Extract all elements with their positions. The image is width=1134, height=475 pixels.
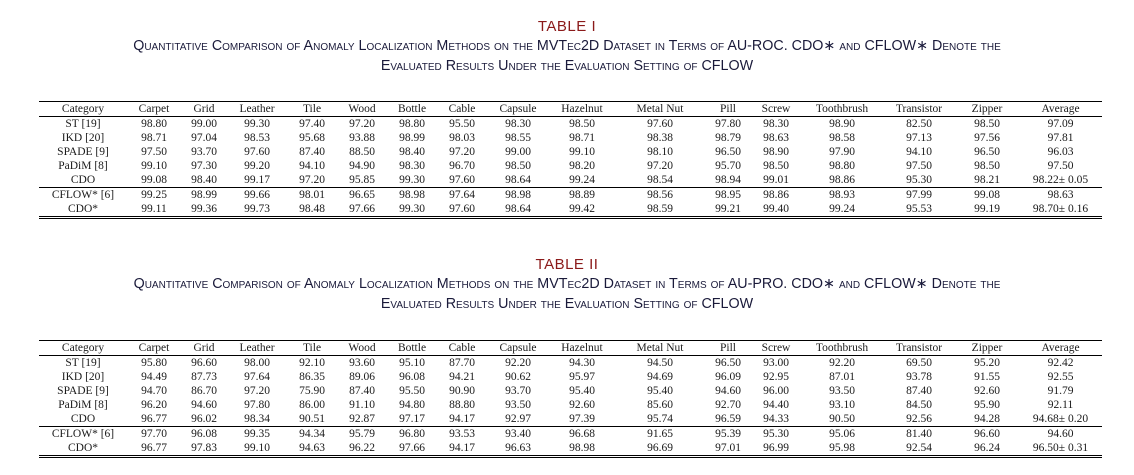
column-header: Average [1041,341,1080,354]
column-header: Screw [761,341,791,354]
table-cell: 99.42 [549,202,615,218]
table-cell: 84.50 [906,398,932,411]
method-name: SPADE [9] [57,145,109,158]
header-row [39,341,1102,356]
table-cell: 92.60 [569,398,595,411]
table-cell: 98.00 [244,356,270,369]
table-cell: 98.98 [549,441,615,457]
table-cell: 91.79 [1047,384,1074,397]
table-cell: 96.08 [399,370,425,383]
table-cell: 96.50± 0.31 [1019,441,1102,457]
table-cell: 96.60 [191,356,217,369]
table-cell: 87.40 [299,145,325,158]
table-cell: 94.90 [349,159,375,172]
table-cell: 93.40 [505,427,531,440]
method-name: CFLOW* [6] [51,427,115,440]
table-cell: 94.68± 0.20 [1019,412,1102,427]
table-cell: 95.20 [974,356,1000,369]
table-cell: 94.17 [437,412,487,427]
table-cell: 92.42 [1047,356,1074,369]
column-header: Leather [239,102,275,115]
method-name: PaDiM [8] [58,398,108,411]
table-cell: 96.09 [715,370,741,383]
method-name: CFLOW* [6] [51,188,115,201]
table-cell: 97.64 [244,370,270,383]
table-cell: 98.21 [955,173,1019,188]
table-cell: 98.63 [1047,188,1074,201]
table-cell: 96.02 [181,412,227,427]
method-name: CDO [39,173,127,188]
table-cell: 97.20 [244,384,270,397]
column-header: Transistor [895,341,943,354]
method-name: CDO [39,412,127,427]
table-cell: 93.50 [505,398,531,411]
column-header: Pill [720,102,736,115]
table-cell: 97.50 [141,145,167,158]
table-cell: 93.53 [449,427,475,440]
table-cell: 95.50 [399,384,425,397]
table-cell: 96.50 [715,356,741,369]
table-cell: 93.70 [505,384,531,397]
table-cell: 95.85 [337,173,387,188]
table-cell: 91.65 [647,427,673,440]
table-cell: 94.60 [1047,427,1074,440]
table-cell: 94.33 [751,412,801,427]
table-cell: 99.35 [244,427,270,440]
table-cell: 92.54 [883,441,955,457]
column-header: Toothbrush [815,341,869,354]
column-header: Average [1041,102,1080,115]
table-caption-line-2: Evaluated Results Under the Evaluation Setting of CFLOW [380,296,754,312]
table-cell: 95.98 [801,441,883,457]
table-cell: 94.63 [287,441,337,457]
table-cell: 96.59 [705,412,751,427]
table-cell: 97.20 [449,145,475,158]
table-cell: 90.62 [505,370,531,383]
table-cell: 99.66 [244,188,270,201]
column-header: Cable [448,341,476,354]
table-1-block [0,18,1134,215]
table-cell: 86.00 [299,398,325,411]
table-cell: 98.86 [801,173,883,188]
table-cell: 95.30 [883,173,955,188]
table-cell: 99.19 [955,202,1019,218]
table-cell: 99.01 [751,173,801,188]
table-cell: 97.13 [906,131,932,144]
table-cell: 97.39 [549,412,615,427]
table-cell: 99.40 [751,202,801,218]
method-name: PaDiM [8] [58,159,108,172]
column-header: Category [61,341,105,354]
table-cell: 97.80 [244,398,270,411]
table-cell: 98.54 [615,173,705,188]
table-cell: 92.55 [1047,370,1074,383]
table-row [39,441,1102,457]
table-cell: 97.60 [647,117,673,130]
header-row [39,102,1102,117]
table-row [39,145,1102,159]
table-cell: 98.56 [647,188,673,201]
table-cell: 99.10 [227,441,287,457]
table-cell: 90.90 [449,384,475,397]
table-cell: 89.06 [349,370,375,383]
table-cell: 91.55 [974,370,1000,383]
column-header: Wood [348,341,376,354]
column-header: Grid [193,341,215,354]
table-cell: 99.24 [549,173,615,188]
table-cell: 96.24 [955,441,1019,457]
table-cell: 98.80 [829,159,855,172]
table-cell: 98.50 [569,117,595,130]
table-cell: 94.10 [299,159,325,172]
table-cell: 92.97 [487,412,549,427]
table-cell: 99.10 [569,145,595,158]
table-cell: 96.03 [1047,145,1074,158]
table-cell: 96.20 [141,398,167,411]
table-cell: 97.01 [705,441,751,457]
results-table-au-pro [39,340,1102,458]
table-cell: 96.70 [449,159,475,172]
table-cell: 96.00 [763,384,789,397]
table-cell: 98.95 [715,188,741,201]
column-header: Hazelnut [561,341,603,354]
column-header: Wood [348,102,376,115]
table-cell: 95.70 [715,159,741,172]
column-header: Cable [448,102,476,115]
table-cell: 99.30 [387,173,437,188]
table-cell: 94.28 [955,412,1019,427]
table-cell: 92.70 [715,398,741,411]
column-header: Zipper [971,341,1003,354]
table-cell: 95.80 [141,356,167,369]
table-cell: 99.73 [227,202,287,218]
table-cell: 98.10 [647,145,673,158]
table-cell: 98.03 [449,131,475,144]
table-cell: 98.80 [141,117,167,130]
table-cell: 98.71 [569,131,595,144]
table-cell: 98.50 [505,159,531,172]
table-cell: 99.20 [244,159,270,172]
column-header: Tile [302,102,322,115]
method-name: SPADE [9] [57,384,109,397]
table-cell: 97.90 [829,145,855,158]
table-cell: 96.63 [487,441,549,457]
table-row [39,202,1102,218]
table-cell: 99.17 [227,173,287,188]
table-cell: 99.08 [974,188,1000,201]
method-name: ST [19] [65,356,101,369]
table-cell: 97.04 [191,131,217,144]
table-cell: 92.20 [505,356,531,369]
table-cell: 99.24 [801,202,883,218]
results-table-au-roc [39,101,1102,219]
table-cell: 98.98 [505,188,531,201]
table-cell: 96.60 [974,427,1000,440]
table-cell: 87.40 [906,384,932,397]
table-cell: 97.17 [387,412,437,427]
table-cell: 98.53 [244,131,270,144]
table-cell: 98.50 [763,159,789,172]
table-cell: 92.56 [883,412,955,427]
table-cell: 98.80 [399,117,425,130]
column-header: Leather [239,341,275,354]
table-cell: 97.20 [647,159,673,172]
table-cell: 99.21 [705,202,751,218]
table-cell: 99.08 [127,173,181,188]
table-cell: 99.00 [505,145,531,158]
table-cell: 93.88 [349,131,375,144]
method-name: CDO* [39,441,127,457]
table-cell: 98.59 [615,202,705,218]
table-cell: 92.95 [763,370,789,383]
table-cell: 99.11 [127,202,181,218]
column-header: Capsule [499,102,537,115]
table-cell: 98.58 [829,131,855,144]
table-2-block [0,256,1134,454]
table-cell: 97.66 [387,441,437,457]
table-row [39,370,1102,384]
column-header: Carpet [138,102,170,115]
table-cell: 98.94 [705,173,751,188]
table-cell: 99.30 [387,202,437,218]
table-cell: 94.30 [569,356,595,369]
column-header: Hazelnut [561,102,603,115]
column-header: Transistor [895,102,943,115]
table-cell: 98.64 [487,202,549,218]
table-cell: 97.40 [299,117,325,130]
table-cell: 95.50 [449,117,475,130]
table-cell: 98.48 [287,202,337,218]
table-cell: 98.30 [399,159,425,172]
table-cell: 97.99 [906,188,932,201]
table-cell: 92.60 [974,384,1000,397]
table-cell: 98.86 [763,188,789,201]
table-cell: 93.60 [349,356,375,369]
column-header: Toothbrush [815,102,869,115]
table-cell: 96.22 [337,441,387,457]
table-cell: 99.30 [244,117,270,130]
table-caption-line-2: Evaluated Results Under the Evaluation Setting of CFLOW [380,58,754,74]
table-cell: 97.66 [337,202,387,218]
column-header: Carpet [138,341,170,354]
table-cell: 96.99 [751,441,801,457]
table-cell: 98.70± 0.16 [1019,202,1102,218]
table-cell: 93.50 [829,384,855,397]
table-cell: 97.20 [349,117,375,130]
table-cell: 95.79 [349,427,375,440]
table-caption-line-1: Quantitative Comparison of Anomaly Localization Methods on the MVTec2D Dataset in Terms of AU-ROC. CDO∗ and CFLOW∗ Denote the [133,38,1001,54]
table-cell: 87.01 [829,370,855,383]
table-cell: 96.65 [349,188,375,201]
table-cell: 97.60 [244,145,270,158]
table-cell: 99.10 [141,159,167,172]
table-cell: 99.36 [181,202,227,218]
table-cell: 97.09 [1047,117,1074,130]
table-cell: 94.17 [437,441,487,457]
table-cell: 95.39 [715,427,741,440]
table-row [39,398,1102,412]
table-row [39,117,1102,132]
table-cell: 94.50 [647,356,673,369]
table-row [39,412,1102,427]
column-header: Screw [761,102,791,115]
table-cell: 85.60 [647,398,673,411]
table-cell: 97.20 [287,173,337,188]
table-cell: 95.74 [615,412,705,427]
table-cell: 98.64 [487,173,549,188]
table-cell: 98.98 [399,188,425,201]
table-cell: 94.70 [141,384,167,397]
table-cell: 95.40 [569,384,595,397]
table-cell: 97.60 [437,202,487,218]
table-cell: 98.89 [569,188,595,201]
column-header: Category [61,102,105,115]
table-row [39,427,1102,442]
table-cell: 94.21 [449,370,475,383]
column-header: Capsule [499,341,537,354]
table-cell: 98.30 [763,117,789,130]
column-header: Pill [720,341,736,354]
table-cell: 96.77 [127,441,181,457]
table-cell: 96.68 [569,427,595,440]
table-cell: 95.68 [299,131,325,144]
table-cell: 98.93 [829,188,855,201]
method-name: IKD [20] [61,370,105,383]
table-cell: 97.50 [906,159,932,172]
table-cell: 97.83 [181,441,227,457]
table-cell: 81.40 [906,427,932,440]
table-cell: 97.60 [437,173,487,188]
table-cell: 90.51 [287,412,337,427]
table-cell: 98.99 [399,131,425,144]
table-cell: 92.11 [1047,398,1074,411]
table-cell: 88.50 [349,145,375,158]
column-header: Metal Nut [636,102,684,115]
table-cell: 94.49 [141,370,167,383]
table-cell: 94.10 [906,145,932,158]
table-cell: 97.30 [191,159,217,172]
table-cell: 94.40 [763,398,789,411]
table-cell: 96.80 [399,427,425,440]
table-cell: 97.56 [974,131,1000,144]
table-cell: 96.69 [615,441,705,457]
table-cell: 98.20 [569,159,595,172]
table-cell: 98.38 [647,131,673,144]
table-caption-line-1: Quantitative Comparison of Anomaly Localization Methods on the MVTec2D Dataset in Terms of AU-PRO. CDO∗ and CFLOW∗ Denote the [133,276,1001,292]
column-header: Grid [193,102,215,115]
table-cell: 98.01 [299,188,325,201]
table-cell: 90.50 [801,412,883,427]
table-row [39,384,1102,398]
table-cell: 98.90 [763,145,789,158]
table-cell: 98.79 [715,131,741,144]
table-cell: 95.53 [883,202,955,218]
table-number: TABLE II [535,256,599,273]
table-cell: 69.50 [906,356,932,369]
table-cell: 88.80 [449,398,475,411]
method-name: CDO* [39,202,127,218]
table-cell: 96.77 [127,412,181,427]
table-cell: 97.80 [715,117,741,130]
table-cell: 94.34 [299,427,325,440]
table-cell: 99.25 [141,188,167,201]
table-cell: 98.34 [227,412,287,427]
table-cell: 98.40 [181,173,227,188]
table-row [39,131,1102,145]
table-cell: 92.10 [299,356,325,369]
table-cell: 95.97 [569,370,595,383]
column-header: Bottle [397,102,427,115]
table-row [39,173,1102,188]
table-cell: 98.50 [974,117,1000,130]
column-header: Zipper [971,102,1003,115]
table-cell: 97.70 [141,427,167,440]
table-cell: 95.10 [399,356,425,369]
column-header: Tile [302,341,322,354]
table-row [39,159,1102,173]
table-cell: 98.30 [505,117,531,130]
column-header: Bottle [397,341,427,354]
table-cell: 82.50 [906,117,932,130]
table-cell: 92.20 [829,356,855,369]
table-cell: 93.70 [191,145,217,158]
table-cell: 96.50 [974,145,1000,158]
table-cell: 96.08 [191,427,217,440]
table-cell: 97.50 [1047,159,1074,172]
table-cell: 95.40 [647,384,673,397]
table-cell: 86.70 [191,384,217,397]
table-cell: 94.60 [715,384,741,397]
method-name: ST [19] [65,117,101,130]
table-cell: 98.99 [191,188,217,201]
table-row [39,188,1102,203]
table-cell: 98.63 [763,131,789,144]
table-cell: 98.22± 0.05 [1019,173,1102,188]
table-cell: 98.90 [829,117,855,130]
table-cell: 97.81 [1047,131,1074,144]
table-row [39,356,1102,371]
table-cell: 93.78 [906,370,932,383]
table-cell: 87.73 [191,370,217,383]
table-cell: 99.00 [191,117,217,130]
column-header: Metal Nut [636,341,684,354]
table-cell: 98.50 [974,159,1000,172]
table-cell: 75.90 [299,384,325,397]
table-cell: 96.50 [715,145,741,158]
table-cell: 87.70 [449,356,475,369]
table-cell: 98.55 [505,131,531,144]
table-cell: 91.10 [349,398,375,411]
table-cell: 92.87 [337,412,387,427]
table-cell: 94.60 [191,398,217,411]
table-cell: 93.00 [763,356,789,369]
table-cell: 95.06 [829,427,855,440]
table-cell: 95.30 [763,427,789,440]
table-number: TABLE I [537,18,597,35]
table-cell: 98.71 [141,131,167,144]
table-cell: 97.64 [449,188,475,201]
table-cell: 94.80 [399,398,425,411]
table-cell: 94.69 [647,370,673,383]
table-cell: 86.35 [299,370,325,383]
table-cell: 95.90 [974,398,1000,411]
table-cell: 93.10 [829,398,855,411]
method-name: IKD [20] [61,131,105,144]
table-cell: 87.40 [349,384,375,397]
table-cell: 98.40 [399,145,425,158]
